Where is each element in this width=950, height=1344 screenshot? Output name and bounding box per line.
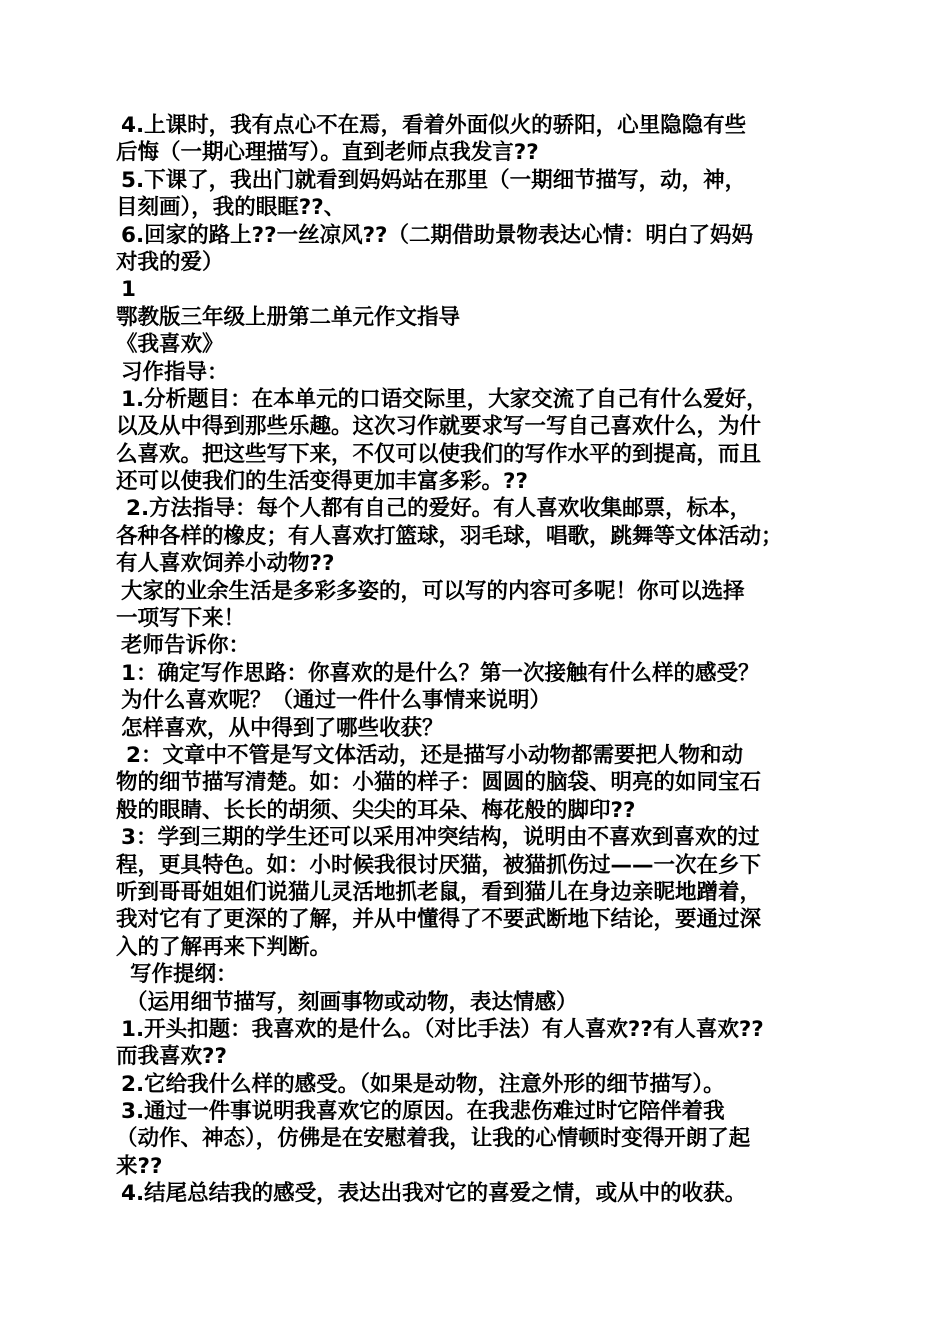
text-line: 老师告诉你： <box>121 633 251 659</box>
text-line: 4.上课时，我有点心不在焉，看着外面似火的骄阳，心里隐隐有些 <box>121 113 747 138</box>
text-line: 2：文章中不管是写文体活动，还是描写小动物都需要把人物和动 <box>126 742 743 768</box>
text-line: 《我喜欢》 <box>116 332 224 358</box>
text-line: 一项写下来！ <box>116 606 246 632</box>
text-line: （运用细节描写，刻画事物或动物，表达情感） <box>126 989 578 1015</box>
text-line: 听到哥哥姐姐们说猫儿灵活地抓老鼠，看到猫儿在身边亲昵地蹭着， <box>116 879 762 905</box>
text-line: 以及从中得到那些乐趣。这次习作就要求写一写自己喜欢什么，为什 <box>116 414 762 440</box>
text-line: 习作指导： <box>121 359 229 385</box>
text-line: 各种各样的橡皮；有人喜欢打篮球，羽毛球，唱歌，跳舞等文体活动； <box>116 523 783 549</box>
text-line: 1 <box>121 277 136 303</box>
text-line: 为什么喜欢呢？（通过一件什么事情来说明） <box>121 688 552 714</box>
text-line: 1.开头扣题：我喜欢的是什么。（对比手法）有人喜欢??有人喜欢?? <box>121 1016 764 1042</box>
text-line: 我对它有了更深的了解，并从中懂得了不要武断地下结论，要通过深 <box>116 907 762 933</box>
text-line: 1.分析题目：在本单元的口语交际里，大家交流了自己有什么爱好， <box>121 386 768 412</box>
text-line: 3.通过一件事说明我喜欢它的原因。在我悲伤难过时它陪伴着我 <box>121 1099 725 1125</box>
text-line: 程，更具特色。如：小时候我很讨厌猫，被猫抓伤过——一次在乡下 <box>116 852 762 878</box>
text-line: 4.结尾总结我的感受，表达出我对它的喜爱之情，或从中的收获。 <box>121 1181 747 1207</box>
text-line: 目刻画），我的眼眶??、 <box>116 195 346 221</box>
text-line: 对我的爱） <box>116 249 224 275</box>
text-line: 2.它给我什么样的感受。（如果是动物，注意外形的细节描写）。 <box>121 1071 725 1097</box>
text-line: 来?? <box>116 1153 163 1179</box>
document-body <box>116 112 846 1208</box>
text-line: 物的细节描写清楚。如：小猫的样子：圆圆的脑袋、明亮的如同宝石 <box>116 770 762 796</box>
text-line: 6.回家的路上??一丝凉风??（二期借助景物表达心情：明白了妈妈 <box>121 222 754 248</box>
text-line: 3：学到三期的学生还可以采用冲突结构，说明由不喜欢到喜欢的过 <box>121 825 760 851</box>
text-line: 怎样喜欢，从中得到了哪些收获？ <box>121 715 444 741</box>
text-line: 5.下课了，我出门就看到妈妈站在那里（一期细节描写，动，神， <box>121 167 747 193</box>
text-line: 而我喜欢?? <box>116 1044 227 1070</box>
text-line: 2.方法指导：每个人都有自己的爱好。有人喜欢收集邮票，标本， <box>126 496 752 522</box>
text-line: （动作、神态），仿佛是在安慰着我，让我的心情顿时变得开朗了起 <box>116 1126 751 1152</box>
text-line: 么喜欢。把这些写下来，不仅可以使我们的写作水平的到提高，而且 <box>116 441 762 467</box>
text-line: 1：确定写作思路：你喜欢的是什么？第一次接触有什么样的感受？ <box>121 660 760 686</box>
text-line: 入的了解再来下判断。 <box>116 934 332 960</box>
text-line: 大家的业余生活是多彩多姿的，可以写的内容可多呢！你可以选择 <box>121 578 745 604</box>
text-line: 般的眼睛、长长的胡须、尖尖的耳朵、梅花般的脚印?? <box>116 797 636 823</box>
text-line: 还可以使我们的生活变得更加丰富多彩。?? <box>116 469 528 495</box>
text-line: 写作提纲： <box>130 962 238 988</box>
text-line: 有人喜欢饲养小动物?? <box>116 551 335 577</box>
text-line: 鄂教版三年级上册第二单元作文指导 <box>116 304 461 330</box>
text-line: 后悔（一期心理描写）。直到老师点我发言?? <box>116 140 539 166</box>
